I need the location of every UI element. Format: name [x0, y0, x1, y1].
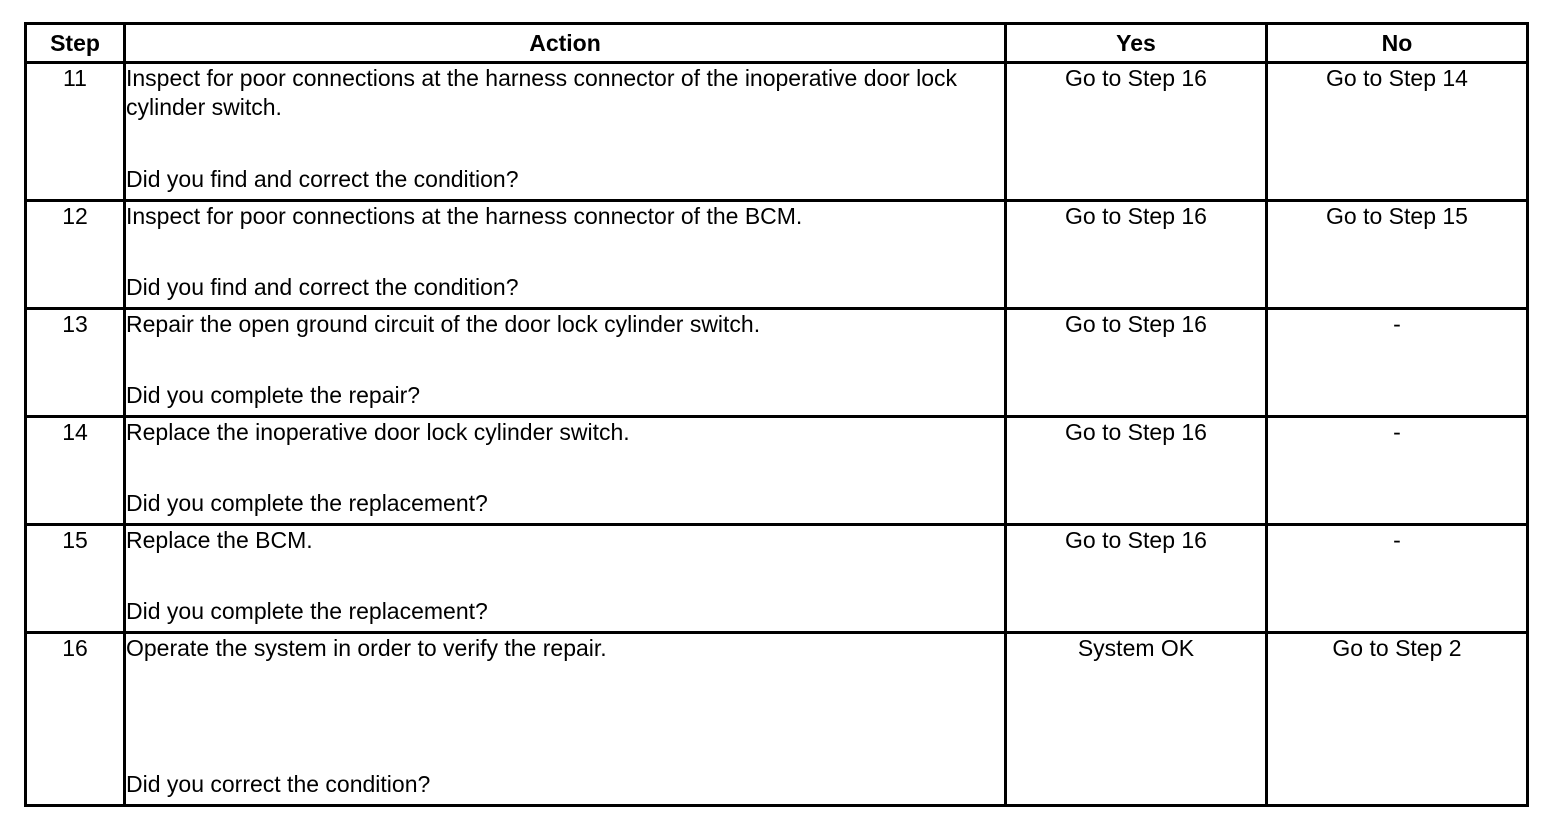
action-cell	[125, 201, 1006, 309]
step-number: 12	[26, 201, 125, 309]
step-number: 11	[26, 63, 125, 201]
table-row	[26, 63, 1528, 201]
header-row	[26, 24, 1528, 63]
header-step: Step	[26, 24, 125, 63]
action-text: Replace the BCM.	[126, 527, 313, 553]
action-question: Did you complete the replacement?	[126, 490, 488, 516]
no-result: -	[1267, 309, 1528, 417]
action-cell	[125, 417, 1006, 525]
action-text: Replace the inoperative door lock cylinder switch.	[126, 419, 630, 445]
action-text: Inspect for poor connections at the harness connector of the inoperative door lock cylinder switch.	[126, 65, 958, 120]
no-result: Go to Step 2	[1267, 633, 1528, 806]
action-question: Did you find and correct the condition?	[126, 166, 519, 192]
step-number: 16	[26, 633, 125, 806]
action-cell	[125, 63, 1006, 201]
header-yes: Yes	[1006, 24, 1267, 63]
no-result: Go to Step 15	[1267, 201, 1528, 309]
yes-result: Go to Step 16	[1006, 201, 1267, 309]
action-text: Operate the system in order to verify the repair.	[126, 635, 607, 661]
action-cell	[125, 309, 1006, 417]
diagnostic-table	[24, 22, 1529, 807]
header-action: Action	[125, 24, 1006, 63]
yes-result: Go to Step 16	[1006, 525, 1267, 633]
table-row	[26, 309, 1528, 417]
action-question: Did you find and correct the condition?	[126, 274, 519, 300]
action-cell	[125, 525, 1006, 633]
action-question: Did you complete the repair?	[126, 382, 421, 408]
header-no: No	[1267, 24, 1528, 63]
yes-result: Go to Step 16	[1006, 417, 1267, 525]
step-number: 14	[26, 417, 125, 525]
step-number: 15	[26, 525, 125, 633]
yes-result: Go to Step 16	[1006, 63, 1267, 201]
action-cell	[125, 633, 1006, 806]
no-result: -	[1267, 525, 1528, 633]
no-result: -	[1267, 417, 1528, 525]
action-text: Inspect for poor connections at the harness connector of the BCM.	[126, 203, 803, 229]
yes-result: System OK	[1006, 633, 1267, 806]
action-text: Repair the open ground circuit of the door lock cylinder switch.	[126, 311, 761, 337]
no-result: Go to Step 14	[1267, 63, 1528, 201]
action-question: Did you correct the condition?	[126, 771, 431, 797]
yes-result: Go to Step 16	[1006, 309, 1267, 417]
table-row	[26, 525, 1528, 633]
step-number: 13	[26, 309, 125, 417]
table-row	[26, 417, 1528, 525]
action-question: Did you complete the replacement?	[126, 598, 488, 624]
table-row	[26, 201, 1528, 309]
table-row	[26, 633, 1528, 806]
